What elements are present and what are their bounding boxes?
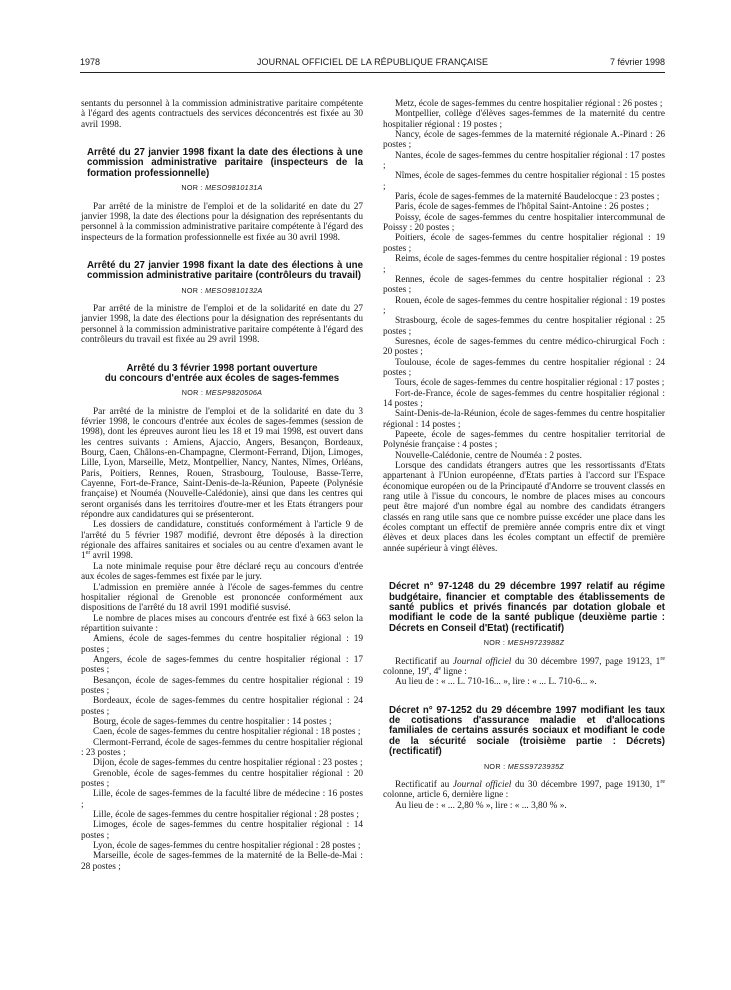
places-item: Poissy, école de sages-femmes du centre hospitalier intercommunal de Poissy : 20 postes ;	[383, 212, 665, 234]
sup: re	[660, 778, 665, 785]
sup: e	[426, 665, 430, 672]
places-item: Papeete, école de sages-femmes du centre hospitalier territorial de Polynésie française : 4 postes ;	[383, 430, 665, 451]
arrete3-p1: Par arrêté de la ministre de l'emploi et de la solidarité en date du 3 février 1998, le concours d'entrée aux écoles de sages-femmes (session de 1998), dont les épreuves auront lieu les 18 et 19 mai 1998, est ouvert dans les centres suivants : Amiens, Ajaccio, Angers, Besançon, Bordeaux, Bourg, Caen, Châlons-en-Champagne, Clermont-Ferrand, Dijon, Limoges, Lille, Lyon, Marseille, Metz, Montpellier, Nancy, Nantes, Nîmes, Orléans, Paris, Poitiers, Rennes, Rouen, Strasbourg, Toulouse, Basse-Terre, Cayenne, Fort-de-France, Saint-Denis-de-la-Réunion, Papeete (Polynésie française) et Nouméa (Nouvelle-Calédonie), ainsi que dans les centres qui seront organisés dans les territoires d'outre-mer et les Etats étrangers pour répondre aux candidatures qui se présenteront.	[81, 406, 363, 521]
nor-code: MESO9810132A	[205, 285, 263, 295]
places-item: Saint-Denis-de-la-Réunion, école de sages-femmes du centre hospitalier régional : 14 postes ;	[383, 409, 665, 430]
arrete1-body: Par arrêté de la ministre de l'emploi et de la solidarité en date du 27 janvier 1998, la date des élections pour la désignation des représentants du personnel à la commission administrative paritaire compétente à l'égard des inspecteurs de la formation professionnelle est fixée au 30 avril 1998.	[81, 201, 363, 243]
places-item: Bourg, école de sages-femmes du centre hospitalier : 14 postes ;	[93, 716, 332, 727]
arrete1-title: Arrêté du 27 janvier 1998 fixant la date des élections à une commission administrative paritaire (inspecteurs de la formation professionnelle)	[87, 147, 363, 179]
closing-paragraph: Lorsque des candidats étrangers autres que les ressortissants d'Etats appartenant à l'Union européenne, d'Etats parties à l'accord sur l'Espace économique européen ou de la Principauté d'Andorre se trouvent classés en rang utile à l'issue du concours, le nombre de places mises au concours peut être majoré d'un nombre égal au nombre des candidats étrangers classés en rang utile sans que ce nombre puisse excéder une place dans les écoles comptant un effectif de première année compris entre dix et vingt élèves et deux places dans les écoles comptant un effectif de première année supérieur à vingt élèves.	[383, 461, 665, 554]
places-item: Dijon, école de sages-femmes du centre hospitalier régional : 23 postes ;	[93, 758, 363, 769]
nor-code: MESH9723988Z	[507, 638, 565, 648]
nor-code: MESP9820506A	[205, 388, 263, 398]
decret1-nor	[383, 638, 665, 648]
text: du 30 décembre 1997, page 19130, 1	[511, 779, 661, 790]
decret2-p1	[383, 780, 665, 801]
places-item: Grenoble, école de sages-femmes du centre hospitalier régional : 20 postes ;	[81, 768, 363, 790]
decret1-title: Décret n° 97-1248 du 29 décembre 1997 relatif au régime budgétaire, financier et comptable des établissements de santé publics et privés financés par dotation globale et modifiant le code de la santé publique (deuxième partie : Décrets en Conseil d'Etat) (rectificatif)	[389, 581, 665, 634]
decret2-p2: Au lieu de : « ... 2,80 % », lire : « ... 3,80 % ».	[395, 800, 567, 811]
arrete3-p4: L'admission en première année à l'école de sages-femmes du centre hospitalier régional de Grenoble est prononcée conformément aux dispositions de l'arrêté du 18 avril 1991 modifié susvisé.	[81, 582, 363, 614]
p2-text-end: avril 1998.	[90, 551, 133, 562]
places-item: Lyon, école de sages-femmes du centre hospitalier régional : 28 postes ;	[93, 841, 361, 852]
places-item: Reims, école de sages-femmes du centre hospitalier régional : 19 postes ;	[383, 254, 665, 275]
decret1-p2: Au lieu de : « ... L. 710-16... », lire : « ... L. 710-6... ».	[395, 677, 597, 688]
places-item: Fort-de-France, école de sages-femmes du centre hospitalier régional : 14 postes ;	[383, 388, 665, 409]
p2-text: Les dossiers de candidature, constitués conformément à l'article 9 de l'arrêté du 5 février 1987 modifié, devront être déposés à la direction régionale des affaires sanitaires et sociales ou au centre d'examen avant le 1	[81, 520, 363, 562]
places-item: Suresnes, école de sages-femmes du centre médico-chirurgical Foch : 20 postes ;	[383, 336, 665, 358]
places-item: Strasbourg, école de sages-femmes du centre hospitalier régional : 25 postes ;	[383, 316, 665, 337]
places-item: Angers, école de sages-femmes du centre hospitalier régional : 17 postes ;	[81, 654, 363, 676]
arrete3-p5: Le nombre de places mises au concours d'entrée est fixé à 663 selon la répartition suivante :	[81, 613, 363, 634]
text: , 4	[429, 666, 439, 677]
places-item: Paris, école de sages-femmes de la maternité Baudelocque : 23 postes ;	[395, 192, 660, 203]
page-header	[80, 57, 665, 71]
places-list-right	[383, 99, 665, 461]
places-item: Tours, école de sages-femmes du centre hospitalier régional : 17 postes ;	[395, 378, 665, 389]
nor-code: MESO9810131A	[205, 183, 263, 193]
left-column	[81, 99, 363, 872]
places-item: Nantes, école de sages-femmes du centre hospitalier régional : 17 postes ;	[383, 150, 665, 172]
journal-name: Journal officiel	[452, 779, 512, 790]
arrete3-p2	[81, 520, 363, 561]
places-item: Caen, école de sages-femmes du centre hospitalier régional : 18 postes ;	[93, 727, 361, 738]
arrete3-nor	[81, 388, 363, 398]
places-item: Paris, école de sages-femmes de l'hôpital Saint-Antoine : 26 postes ;	[395, 202, 649, 213]
arrete3-title-line2: du concours d'entrée aux écoles de sages-femmes	[104, 372, 340, 384]
nor-label: NOR :	[181, 183, 203, 193]
places-item: Toulouse, école de sages-femmes du centre hospitalier régional : 24 postes ;	[383, 357, 665, 378]
places-item: Amiens, école de sages-femmes du centre hospitalier régional : 19 postes ;	[81, 634, 363, 655]
decret2-title: Décret n° 97-1252 du 29 décembre 1997 modifiant les taux de cotisations d'assurance maladie et d'allocations familiales de certains assurés sociaux et modifiant le code de la sécurité sociale (troisième partie : Décrets) (rectificatif)	[389, 704, 665, 758]
places-item: Limoges, école de sages-femmes du centre hospitalier régional : 14 postes ;	[81, 820, 363, 841]
arrete1-nor	[81, 183, 363, 193]
text: du 30 décembre 1997, page 19123, 1	[511, 656, 661, 667]
arrete2-nor	[81, 286, 363, 296]
places-item: Metz, école de sages-femmes du centre hospitalier régional : 26 postes ;	[395, 99, 663, 109]
arrete2-title: Arrêté du 27 janvier 1998 fixant la date des élections à une commission administrative paritaire (contrôleurs du travail)	[87, 259, 363, 282]
places-item: Poitiers, école de sages-femmes du centre hospitalier régional : 19 postes ;	[383, 233, 665, 254]
places-item: Lille, école de sages-femmes du centre hospitalier régional : 28 postes ;	[93, 810, 359, 821]
places-item: Montpellier, collège d'élèves sages-femmes de la maternité du centre hospitalier régional : 19 postes ;	[383, 109, 665, 130]
nor-code: MESS9723935Z	[507, 761, 565, 771]
arrete3-p3: La note minimale requise pour être déclaré reçu au concours d'entrée aux écoles de sages-femmes est fixée par le jury.	[81, 561, 363, 583]
sup: e	[438, 665, 442, 672]
nor-label: NOR :	[483, 761, 506, 771]
journal-title: JOURNAL OFFICIEL DE LA RÉPUBLIQUE FRANÇAISE	[256, 57, 489, 67]
text: ligne :	[441, 666, 467, 677]
places-item: Bordeaux, école de sages-femmes du centre hospitalier régional : 24 postes ;	[81, 696, 363, 717]
decret1-p1	[383, 657, 665, 678]
places-item: Besançon, école de sages-femmes du centre hospitalier régional : 19 postes ;	[81, 675, 363, 696]
places-list-left	[81, 634, 363, 872]
places-item: Rennes, école de sages-femmes du centre hospitalier régional : 23 postes ;	[383, 274, 665, 296]
journal-name: Journal officiel	[452, 656, 512, 667]
places-item: Clermont-Ferrand, école de sages-femmes du centre hospitalier régional : 23 postes ;	[81, 737, 363, 758]
places-item: Lille, école de sages-femmes de la faculté libre de médecine : 16 postes ;	[81, 789, 363, 810]
text: colonne, 19	[383, 666, 427, 677]
right-column	[383, 99, 665, 811]
text: Rectificatif au	[395, 779, 453, 790]
sup: re	[660, 655, 665, 662]
intro-paragraph: sentants du personnel à la commission administrative paritaire compétente à l'égard des agents contractuels des services déconcentrés est fixée au 30 avril 1998.	[81, 99, 363, 130]
places-item: Nîmes, école de sages-femmes du centre hospitalier régional : 15 postes ;	[383, 171, 665, 192]
page-number: 1978	[80, 57, 101, 67]
p2-sup: er	[85, 550, 91, 557]
decret2-nor	[383, 762, 665, 772]
nor-label: NOR :	[483, 638, 506, 648]
arrete3-title-line1: Arrêté du 3 février 1998 portant ouverture	[126, 362, 318, 374]
places-item: Nouvelle-Calédonie, centre de Nouméa : 2 postes.	[395, 450, 582, 461]
places-item: Nancy, école de sages-femmes de la maternité régionale A.-Pinard : 26 postes ;	[383, 130, 665, 151]
nor-label: NOR :	[181, 388, 204, 398]
arrete2-body: Par arrêté de la ministre de l'emploi et de la solidarité en date du 27 janvier 1998, la date des élections pour la désignation des représentants du personnel à la commission administrative paritaire compétente à l'égard des contrôleurs du travail est fixée au 29 avril 1998.	[81, 304, 363, 346]
text: Rectificatif au	[395, 656, 453, 667]
header-rule	[80, 72, 665, 73]
arrete3-title	[81, 364, 363, 385]
places-item: Rouen, école de sages-femmes du centre hospitalier régional : 19 postes ;	[383, 295, 665, 316]
nor-label: NOR :	[181, 285, 203, 295]
issue-date: 7 février 1998	[609, 57, 665, 67]
text: colonne, article 6, dernière ligne :	[383, 790, 509, 801]
places-item: Marseille, école de sages-femmes de la maternité de la Belle-de-Mai : 28 postes ;	[81, 851, 363, 872]
